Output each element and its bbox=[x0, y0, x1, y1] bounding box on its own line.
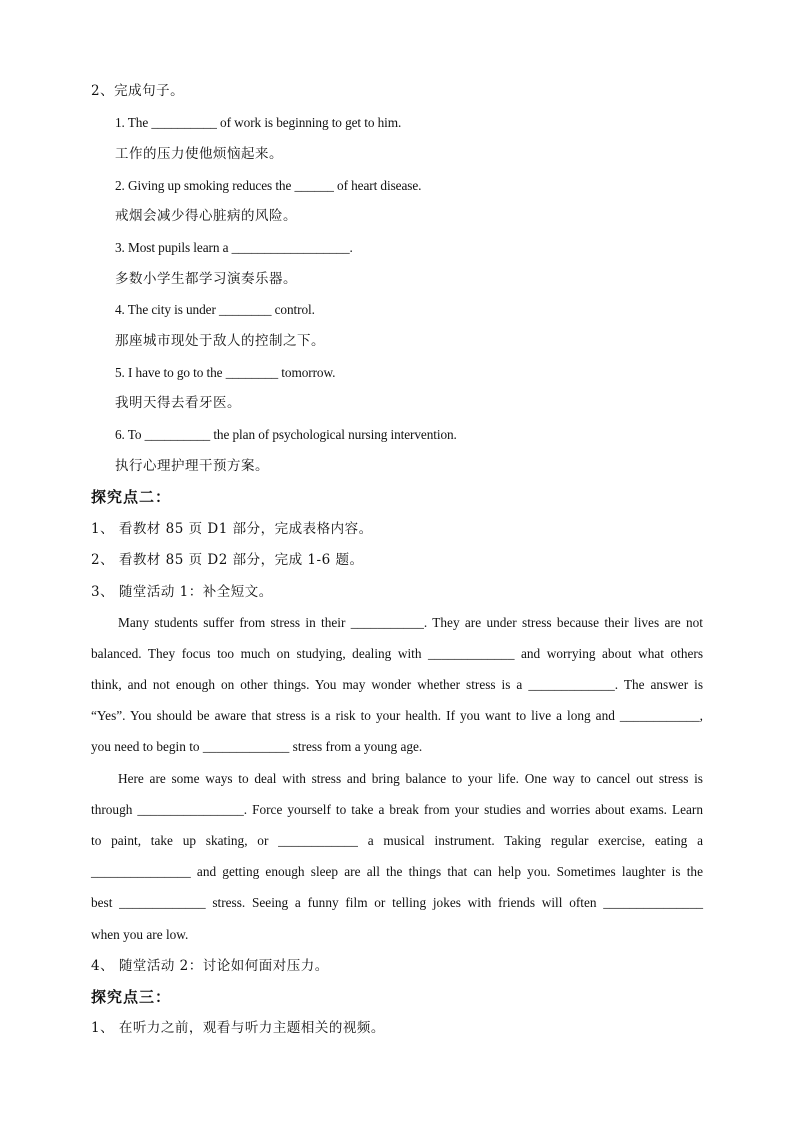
passage-line: when you are low. bbox=[91, 927, 189, 942]
passage-line: _______________ and getting enough sleep are all the things that can help you. Sometimes laughter is the bbox=[91, 864, 703, 879]
sentence-3-en: 3. Most pupils learn a __________________. bbox=[115, 240, 353, 255]
section-heading-2: 探究点二： bbox=[91, 488, 172, 506]
passage-line: you need to begin to _____________ stress from a young age. bbox=[91, 739, 423, 754]
sentence-1-cn: 工作的压力使他烦恼起来。 bbox=[115, 146, 283, 162]
passage-line: to paint, take up skating, or ____________ a musical instrument. Taking regular exercise, eating a bbox=[91, 833, 703, 848]
sentence-3-cn: 多数小学生都学习演奏乐器。 bbox=[115, 271, 297, 287]
task-item: 3、 随堂活动 1：补全短文。 bbox=[91, 584, 273, 600]
sentence-5-cn: 我明天得去看牙医。 bbox=[115, 395, 241, 411]
section-heading-3: 探究点三： bbox=[91, 988, 172, 1006]
task-item: 1、 看教材 85 页 D1 部分，完成表格内容。 bbox=[91, 521, 373, 537]
sentence-5-en: 5. I have to go to the ________ tomorrow. bbox=[115, 365, 336, 380]
sentence-2-cn: 戒烟会减少得心脏病的风险。 bbox=[115, 208, 297, 224]
passage-line: balanced. They focus too much on studying, dealing with _____________ and worrying about what others bbox=[91, 646, 703, 661]
passage-line: Many students suffer from stress in their ___________. They are under stress because their lives are not bbox=[118, 615, 703, 630]
sentence-1-en: 1. The __________ of work is beginning to get to him. bbox=[115, 115, 402, 130]
sentence-6-cn: 执行心理护理干预方案。 bbox=[115, 458, 269, 474]
task-item: 1、 在听力之前，观看与听力主题相关的视频。 bbox=[91, 1020, 385, 1036]
task-item: 4、 随堂活动 2：讨论如何面对压力。 bbox=[91, 958, 329, 974]
passage-line: think, and not enough on other things. You may wonder whether stress is a _____________. The answer is bbox=[91, 677, 703, 692]
passage-line: through ________________. Force yourself to take a break from your studies and worries about exams. Learn bbox=[91, 802, 703, 817]
passage-line: “Yes”. You should be aware that stress is a risk to your health. If you want to live a long and ____________, bbox=[91, 708, 703, 723]
section-title: 2、完成句子。 bbox=[91, 83, 185, 99]
passage-line: Here are some ways to deal with stress and bring balance to your life. One way to cancel out stress is bbox=[118, 771, 703, 786]
task-item: 2、 看教材 85 页 D2 部分，完成 1-6 题。 bbox=[91, 552, 364, 568]
passage-line: best _____________ stress. Seeing a funny film or telling jokes with friends will often _______________ bbox=[91, 895, 703, 910]
sentence-2-en: 2. Giving up smoking reduces the ______ of heart disease. bbox=[115, 178, 422, 193]
sentence-4-en: 4. The city is under ________ control. bbox=[115, 302, 315, 317]
sentence-4-cn: 那座城市现处于敌人的控制之下。 bbox=[115, 333, 325, 349]
sentence-6-en: 6. To __________ the plan of psychological nursing intervention. bbox=[115, 427, 457, 442]
